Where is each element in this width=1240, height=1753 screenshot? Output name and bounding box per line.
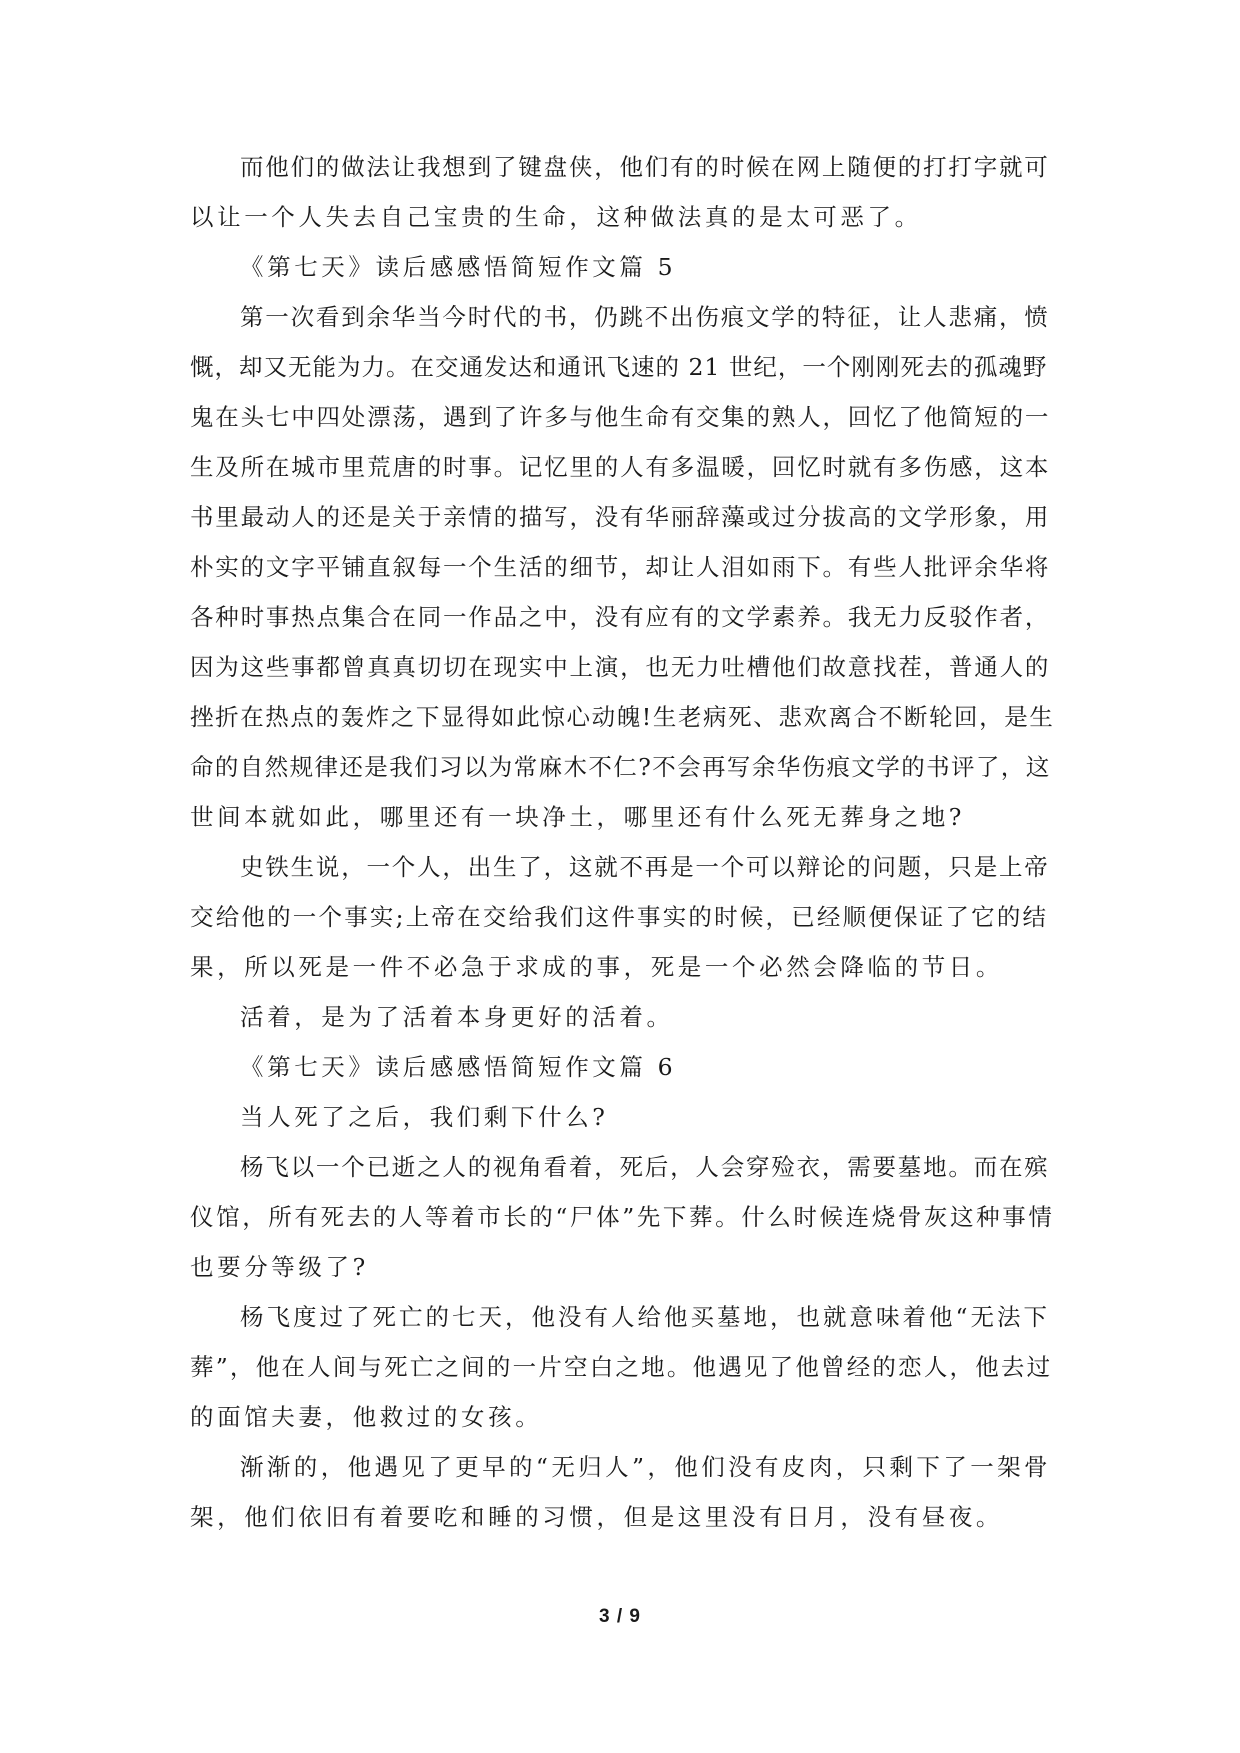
text-line: 葬”，他在人间与死亡之间的一片空白之地。他遇见了他曾经的恋人，他去过: [190, 1353, 1053, 1381]
text-line: 活着，是为了活着本身更好的活着。: [240, 1003, 674, 1031]
text-line: 仪馆，所有死去的人等着市长的“尸体”先下葬。什么时候连烧骨灰这种事情: [190, 1203, 1055, 1231]
text-line: 挫折在热点的轰炸之下显得如此惊心动魄!生老病死、悲欢离合不断轮回，是生: [190, 703, 1055, 731]
text-line: 《第七天》读后感感悟简短作文篇 5: [240, 253, 677, 281]
text-line: 朴实的文字平铺直叙每一个生活的细节，却让人泪如雨下。有些人批评余华将: [190, 553, 1051, 581]
text-line: 生及所在城市里荒唐的时事。记忆里的人有多温暖，回忆时就有多伤感，这本: [190, 453, 1051, 481]
text-line: 架，他们依旧有着要吃和睡的习惯，但是这里没有日月，没有昼夜。: [190, 1503, 1003, 1531]
text-line: 命的自然规律还是我们习以为常麻木不仁?不会再写余华伤痕文学的书评了，这: [190, 753, 1051, 781]
text-line: 渐渐的，他遇见了更早的“无归人”，他们没有皮肉，只剩下了一架骨: [240, 1453, 1051, 1481]
text-line: 史铁生说，一个人，出生了，这就不再是一个可以辩论的问题，只是上帝: [240, 853, 1050, 881]
text-line: 果，所以死是一件不必急于求成的事，死是一个必然会降临的节日。: [190, 953, 1003, 981]
text-line: 而他们的做法让我想到了键盘侠，他们有的时候在网上随便的打打字就可: [240, 153, 1050, 181]
text-line: 也要分等级了?: [190, 1253, 369, 1281]
text-line: 第一次看到余华当今时代的书，仍跳不出伤痕文学的特征，让人悲痛，愤: [240, 303, 1050, 331]
text-line: 世间本就如此，哪里还有一块净土，哪里还有什么死无葬身之地?: [190, 803, 965, 831]
document-body: [190, 142, 1054, 1542]
text-line: 杨飞度过了死亡的七天，他没有人给他买墓地，也就意味着他“无法下: [240, 1303, 1051, 1331]
text-line: 杨飞以一个已逝之人的视角看着，死后，人会穿殓衣，需要墓地。而在殡: [240, 1153, 1050, 1181]
text-line: 《第七天》读后感感悟简短作文篇 6: [240, 1053, 677, 1081]
text-line: 因为这些事都曾真真切切在现实中上演，也无力吐槽他们故意找茬，普通人的: [190, 653, 1051, 681]
text-line: 当人死了之后，我们剩下什么?: [240, 1103, 609, 1131]
text-line: 交给他的一个事实;上帝在交给我们这件事实的时候，已经顺便保证了它的结: [190, 903, 1049, 931]
page-number: 3 / 9: [599, 1606, 641, 1627]
text-line: 鬼在头七中四处漂荡，遇到了许多与他生命有交集的熟人，回忆了他简短的一: [190, 403, 1051, 431]
text-line: 慨，却又无能为力。在交通发达和通讯飞速的 21 世纪，一个刚刚死去的孤魂野: [190, 353, 1048, 381]
text-line: 各种时事热点集合在同一作品之中，没有应有的文学素养。我无力反驳作者，: [190, 603, 1051, 631]
text-line: 以让一个人失去自己宝贵的生命，这种做法真的是太可恶了。: [190, 203, 922, 231]
text-line: 的面馆夫妻，他救过的女孩。: [190, 1403, 543, 1431]
text-line: 书里最动人的还是关于亲情的描写，没有华丽辞藻或过分拔高的文学形象，用: [190, 503, 1051, 531]
